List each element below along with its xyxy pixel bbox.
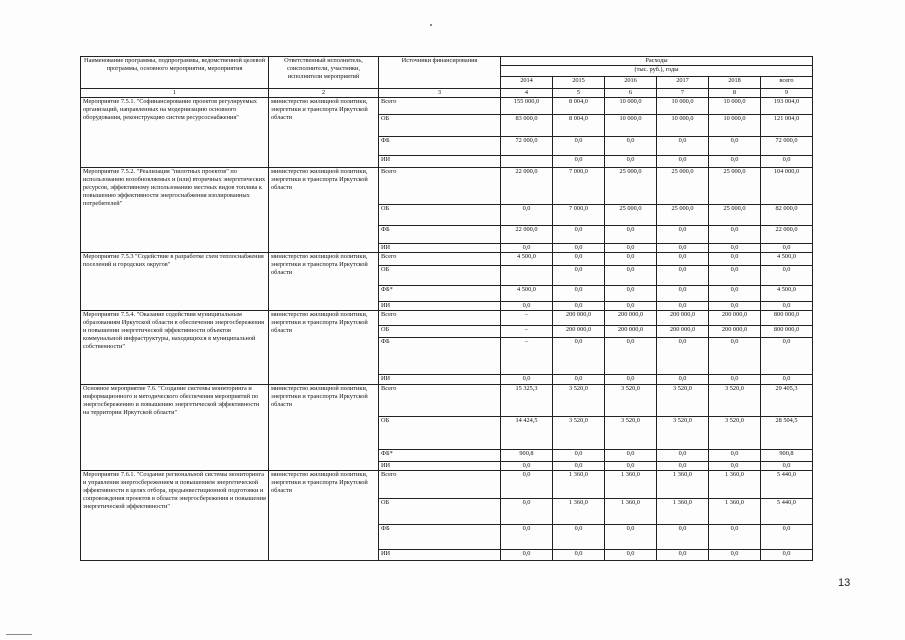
measure-name: Мероприятие 7.5.1. "Софинансирование проектов регулируемых организаций, направленных на модернизацию основного оборудования, реконструкцию систем ресурсоснабжения" [81,98,269,168]
header-responsible: Ответственный исполнитель, соисполнители, участники, исполнители мероприятий [269,57,379,89]
responsible-executor: министерство жилищной политики, энергетики и транспорта Иркутской области [269,98,379,168]
total-value: 29 405,3 [761,385,813,417]
year-value: 3 520,0 [605,385,657,417]
year-value: 200 000,0 [709,311,761,326]
year-value: 0,0 [553,550,605,561]
total-value: 0,0 [761,302,813,311]
funding-source: ОБ [379,417,501,450]
year-value: 7 000,0 [553,205,605,226]
funding-source: Всего [379,253,501,266]
year-value: 72 000,0 [501,137,553,156]
header-year: 2015 [553,77,605,89]
year-value: 0,0 [605,253,657,266]
year-value: 1 360,0 [657,499,709,525]
funding-source: ОБ [379,115,501,137]
year-value: 0,0 [501,499,553,525]
table-row [81,385,813,417]
header-source: Источники финансирования [379,57,501,89]
funding-source: ИИ [379,244,501,253]
year-value: 0,0 [709,550,761,561]
funding-source: ИИ [379,462,501,471]
header-expenses: Расходы [501,57,813,66]
funding-source: ИИ [379,375,501,385]
year-value: 0,0 [501,375,553,385]
total-value: 0,0 [761,244,813,253]
year-value: 0,0 [553,286,605,302]
year-value: 0,0 [501,471,553,499]
year-value: 155 000,0 [501,98,553,115]
header-year: 2016 [605,77,657,89]
year-value: 200 000,0 [657,326,709,338]
year-value: 0,0 [657,253,709,266]
year-value: 3 520,0 [709,385,761,417]
year-value: 0,0 [657,244,709,253]
year-value: 25 000,0 [657,168,709,205]
year-value: 0,0 [553,462,605,471]
year-value: 10 000,0 [605,98,657,115]
year-value: 0,0 [553,156,605,168]
year-value [501,156,553,168]
year-value: 0,0 [553,137,605,156]
header-name: Наименование программы, подпрограммы, ведомственной целевой программы, основного мероприятия, мероприятия [81,57,269,89]
year-value: 200 000,0 [709,326,761,338]
year-value: 200 000,0 [657,311,709,326]
year-value: 3 520,0 [553,417,605,450]
responsible-executor: министерство жилищной политики, энергетики и транспорта Иркутской области [269,253,379,311]
year-value: 0,0 [657,375,709,385]
header-year: 2017 [657,77,709,89]
measure-name: Мероприятие 7.5.2. "Реализация "пилотных проектов" по использованию возобновляемых и (или) вторичных энергетических ресурсов, эффективному использованию местных видов топлива к повышению эффективности энергоснабжения изолированных потребителей" [81,168,269,253]
funding-source: Всего [379,471,501,499]
year-value: 3 520,0 [553,385,605,417]
year-value: 0,0 [657,137,709,156]
year-value: 10 000,0 [605,115,657,137]
total-value: 4 500,0 [761,253,813,266]
year-value: 0,0 [553,226,605,244]
year-value: 8 004,0 [553,115,605,137]
column-number: 6 [605,89,657,98]
total-value: 28 504,5 [761,417,813,450]
total-value: 0,0 [761,550,813,561]
funding-source: ФБ [379,226,501,244]
column-number: 1 [81,89,269,98]
total-value: 0,0 [761,156,813,168]
year-value: – [501,338,553,375]
year-value: 0,0 [657,226,709,244]
year-value: 1 360,0 [553,499,605,525]
year-value: 0,0 [501,244,553,253]
year-value: 0,0 [605,244,657,253]
funding-source: ОБ [379,205,501,226]
header-year: 2014 [501,77,553,89]
financing-table [80,56,813,561]
year-value: 0,0 [709,156,761,168]
header-units: (тыс. руб.), годы [501,66,813,77]
year-value: 1 360,0 [605,471,657,499]
year-value: 14 424,5 [501,417,553,450]
year-value: 0,0 [657,266,709,286]
year-value: 1 360,0 [709,471,761,499]
total-value: 800 000,0 [761,326,813,338]
funding-source: ОБ [379,326,501,338]
scan-speck [430,24,432,26]
year-value: 22 000,0 [501,226,553,244]
year-value: 10 000,0 [709,98,761,115]
year-value: 0,0 [709,226,761,244]
year-value: 0,0 [605,525,657,550]
scan-speck [6,634,32,635]
year-value: 200 000,0 [605,326,657,338]
year-value: 0,0 [553,244,605,253]
year-value: 0,0 [709,462,761,471]
measure-name: Мероприятие 7.6.1. "Создание региональной системы мониторинга и управления энергосбережением и повышением энергетической эффективности в целях отбора, предынвестиционной подготовки и сопровождения проектов в области энергосбережения и повышения энергетической эффективности" [81,471,269,561]
year-value: 0,0 [553,338,605,375]
year-value: 0,0 [605,550,657,561]
year-value: 22 000,0 [501,168,553,205]
year-value: 0,0 [657,302,709,311]
measure-name: Мероприятие 7.5.3 "Содействие в разработке схем теплоснабжения поселений и городских округов" [81,253,269,311]
year-value: 3 520,0 [709,417,761,450]
year-value: 0,0 [553,375,605,385]
year-value: 0,0 [501,462,553,471]
year-value: 0,0 [709,137,761,156]
year-value: 0,0 [605,266,657,286]
year-value: 25 000,0 [709,205,761,226]
year-value: 0,0 [657,286,709,302]
total-value: 4 500,0 [761,286,813,302]
year-value: 4 500,0 [501,253,553,266]
year-value: 0,0 [501,302,553,311]
year-value: 83 000,0 [501,115,553,137]
year-value: 4 500,0 [501,286,553,302]
year-value: 0,0 [709,244,761,253]
responsible-executor: министерство жилищной политики, энергетики и транспорта Иркутской области [269,168,379,253]
year-value: 0,0 [709,375,761,385]
total-value: 5 440,0 [761,499,813,525]
total-value: 0,0 [761,375,813,385]
funding-source: Всего [379,385,501,417]
total-value: 5 440,0 [761,471,813,499]
funding-source: Всего [379,168,501,205]
year-value: 10 000,0 [657,115,709,137]
year-value: 0,0 [657,462,709,471]
year-value: 1 360,0 [709,499,761,525]
year-value: 0,0 [605,450,657,462]
year-value: 0,0 [657,450,709,462]
year-value: 0,0 [657,338,709,375]
funding-source: ФБ [379,338,501,375]
year-value: 3 520,0 [657,417,709,450]
year-value: 0,0 [709,450,761,462]
table-row [81,253,813,266]
funding-source: ИИ [379,302,501,311]
year-value: 0,0 [709,525,761,550]
funding-source: Всего [379,98,501,115]
year-value: 0,0 [605,156,657,168]
year-value: 25 000,0 [709,168,761,205]
responsible-executor: министерство жилищной политики, энергетики и транспорта Иркутской области [269,471,379,561]
year-value [501,266,553,286]
year-value: 0,0 [709,338,761,375]
total-value: 800 000,0 [761,311,813,326]
column-number: 8 [709,89,761,98]
year-value: 200 000,0 [605,311,657,326]
year-value: 25 000,0 [605,168,657,205]
year-value: 0,0 [605,286,657,302]
year-value: 0,0 [553,266,605,286]
year-value: 0,0 [605,375,657,385]
responsible-executor: министерство жилищной политики, энергетики и транспорта Иркутской области [269,311,379,385]
total-value: 104 000,0 [761,168,813,205]
column-number: 9 [761,89,813,98]
year-value: 0,0 [605,338,657,375]
total-value: 82 000,0 [761,205,813,226]
measure-name: Основное мероприятие 7.6. "Создание системы мониторинга и информационного и методического обеспечения мероприятий по энергосбережению и повышению энергетической эффективности на территории Иркутской области" [81,385,269,471]
year-value: 0,0 [605,462,657,471]
year-value: 1 360,0 [553,471,605,499]
year-value: 10 000,0 [709,115,761,137]
year-value: 0,0 [553,302,605,311]
table-row [81,311,813,326]
column-number: 3 [379,89,501,98]
funding-source: ФБ* [379,286,501,302]
year-value: 0,0 [501,205,553,226]
year-value: 0,0 [553,253,605,266]
year-value: 0,0 [605,137,657,156]
page-number: 13 [838,577,851,589]
year-value: 0,0 [657,525,709,550]
funding-source: ИИ [379,156,501,168]
year-value: 8 004,0 [553,98,605,115]
total-value: 72 000,0 [761,137,813,156]
header-year-total: всего [761,77,813,89]
funding-source: ФБ* [379,450,501,462]
year-value: 900,8 [501,450,553,462]
year-value: 0,0 [709,302,761,311]
year-value: 200 000,0 [553,311,605,326]
year-value: 7 000,0 [553,168,605,205]
year-value: 0,0 [709,286,761,302]
total-value: 22 000,0 [761,226,813,244]
total-value: 0,0 [761,338,813,375]
table-row [81,98,813,115]
year-value: – [501,311,553,326]
year-value: 3 520,0 [657,385,709,417]
year-value: 1 360,0 [605,499,657,525]
total-value: 900,8 [761,450,813,462]
column-number: 4 [501,89,553,98]
funding-source: ФБ [379,525,501,550]
responsible-executor: министерство жилищной политики, энергетики и транспорта Иркутской области [269,385,379,471]
total-value: 121 004,0 [761,115,813,137]
funding-source: Всего [379,311,501,326]
year-value: 0,0 [553,525,605,550]
column-number: 7 [657,89,709,98]
year-value: 25 000,0 [657,205,709,226]
measure-name: Мероприятие 7.5.4. "Оказание содействия муниципальным образованиям Иркутской области в обеспечении энергосбережения и повышении энергетической эффективности объектов коммунальной инфраструктуры, находящихся в муниципальной собственности" [81,311,269,385]
year-value: 200 000,0 [553,326,605,338]
total-value: 0,0 [761,462,813,471]
year-value: 25 000,0 [605,205,657,226]
year-value: 3 520,0 [605,417,657,450]
funding-source: ИИ [379,550,501,561]
column-number: 5 [553,89,605,98]
year-value: 0,0 [553,450,605,462]
year-value: 15 325,3 [501,385,553,417]
total-value: 193 004,0 [761,98,813,115]
total-value: 0,0 [761,525,813,550]
funding-source: ОБ [379,499,501,525]
table-row [81,168,813,205]
column-number: 2 [269,89,379,98]
year-value: 0,0 [501,550,553,561]
year-value: 1 360,0 [657,471,709,499]
year-value: 0,0 [501,525,553,550]
funding-source: ФБ [379,137,501,156]
year-value: – [501,326,553,338]
year-value: 10 000,0 [657,98,709,115]
year-value: 0,0 [709,266,761,286]
year-value: 0,0 [709,253,761,266]
funding-source: ОБ [379,266,501,286]
header-year: 2018 [709,77,761,89]
year-value: 0,0 [605,302,657,311]
year-value: 0,0 [605,226,657,244]
total-value: 0,0 [761,266,813,286]
year-value: 0,0 [657,550,709,561]
year-value: 0,0 [657,156,709,168]
table-row [81,471,813,499]
